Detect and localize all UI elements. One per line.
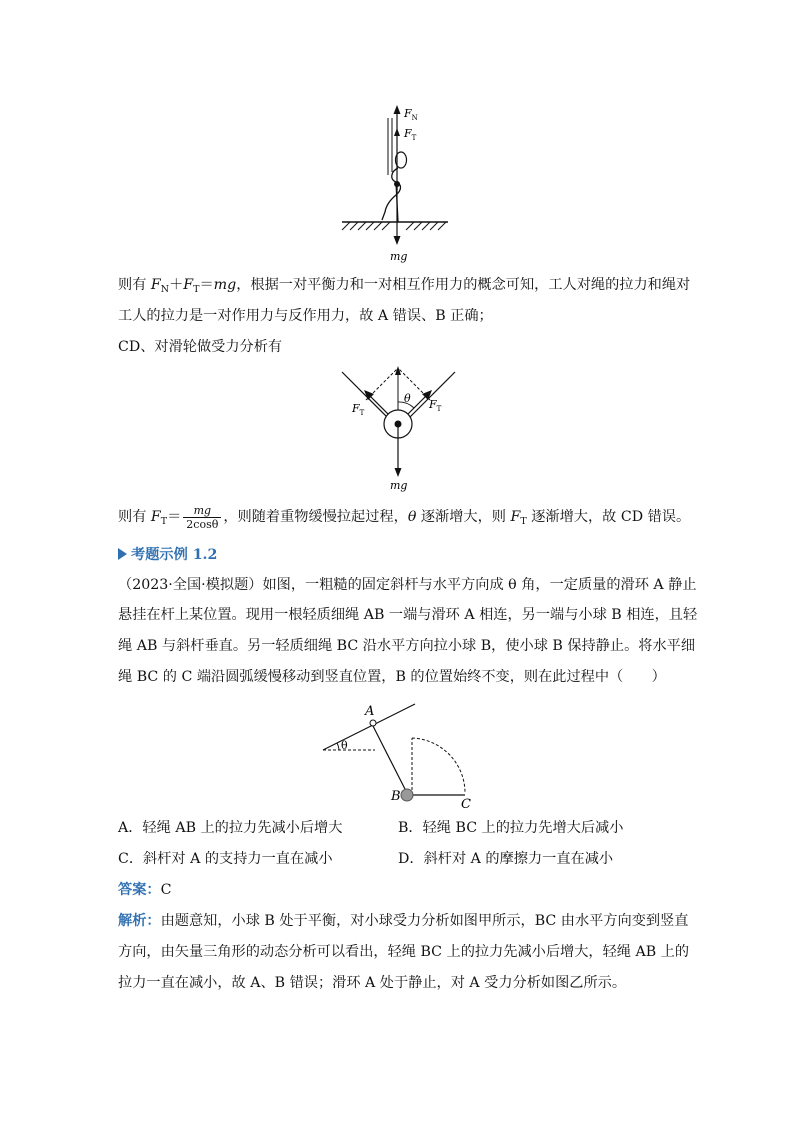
mg-label: mg <box>390 250 408 263</box>
mg-label: mg <box>390 479 408 492</box>
play-icon <box>118 548 127 560</box>
label-b: B <box>391 789 401 804</box>
fraction: $\frac{mg}{2\cos\theta}$ <box>183 504 221 531</box>
option-b[interactable]: B．轻绳 BC 上的拉力先增大后减小 <box>398 820 624 836</box>
answer-value: C <box>160 882 172 898</box>
question-line-3: 绳 AB 与斜杆垂直。另一轻质细绳 BC 沿水平方向拉小球 B，使小球 B 保持静止。将水平细 <box>118 638 696 654</box>
ft-left-label: $F_T$ <box>352 402 365 417</box>
option-c[interactable]: C．斜杆对 A 的支持力一直在减小 <box>118 851 333 867</box>
option-d[interactable]: D．斜杆对 A 的摩擦力一直在减小 <box>398 851 614 867</box>
paragraph-1-line-2: 工人的拉力是一对作用力与反作用力，故 A 错误、B 正确； <box>118 308 493 324</box>
label-theta: θ <box>341 739 348 752</box>
figure-rod-ring-ball <box>315 698 485 813</box>
analysis-line-1: 解析：由题意知，小球 B 处于平衡，对小球受力分析如图甲所示，BC 由水平方向变到竖直 <box>118 913 689 929</box>
analysis-label: 解析： <box>118 913 161 929</box>
ft-label: $F_T$ <box>404 127 417 142</box>
analysis-line-3: 拉力一直在减小，故 A、B 错误；滑环 A 处于静止，对 A 受力分析如图乙所示。 <box>118 975 627 991</box>
ft-right-label: $F_T$ <box>429 398 442 413</box>
answer <box>118 880 678 900</box>
section-heading: 考题示例 1.2 <box>118 545 678 565</box>
label-c: C <box>461 797 471 812</box>
figure-pulley-forces <box>330 362 470 497</box>
paragraph-3: 则有 $F_T=$ $\frac{mg}{2\cos\theta}$ ，则随着重物缓慢拉起过程，θ 逐渐增大，则 $F_T$ 逐渐增大，故 CD 错误。 <box>118 503 691 531</box>
paragraph-2: CD、对滑轮做受力分析有 <box>118 339 283 355</box>
fn-label: $F_N$ <box>404 107 418 122</box>
option-a[interactable]: A．轻绳 AB 上的拉力先减小后增大 <box>118 820 343 836</box>
question-line-2: 悬挂在杆上某位置。现用一根轻质细绳 AB 一端与滑环 A 相连，另一端与小球 B 相连，且轻 <box>118 607 698 623</box>
question-line-1: （2023·全国·模拟题）如图，一粗糙的固定斜杆与水平方向成 θ 角，一定质量的滑环 A 静止 <box>118 577 697 593</box>
label-a: A <box>365 704 375 719</box>
figure-worker-forces <box>330 100 470 265</box>
analysis-line-2: 方向，由矢量三角形的动态分析可以看出，轻绳 BC 上的拉力先减小后增大，轻绳 AB 上的 <box>118 944 690 960</box>
theta-label: θ <box>404 392 411 405</box>
answer-label: 答案： <box>118 882 161 898</box>
paragraph-1-line-1: 则有 $F_N+F_T=mg$，根据一对平衡力和一对相互作用力的概念可知，工人对绳的拉力和绳对 <box>118 277 691 295</box>
question-line-4: 绳 BC 的 C 端沿圆弧缓慢移动到竖直位置，B 的位置始终不变，则在此过程中（ ） <box>118 669 666 685</box>
